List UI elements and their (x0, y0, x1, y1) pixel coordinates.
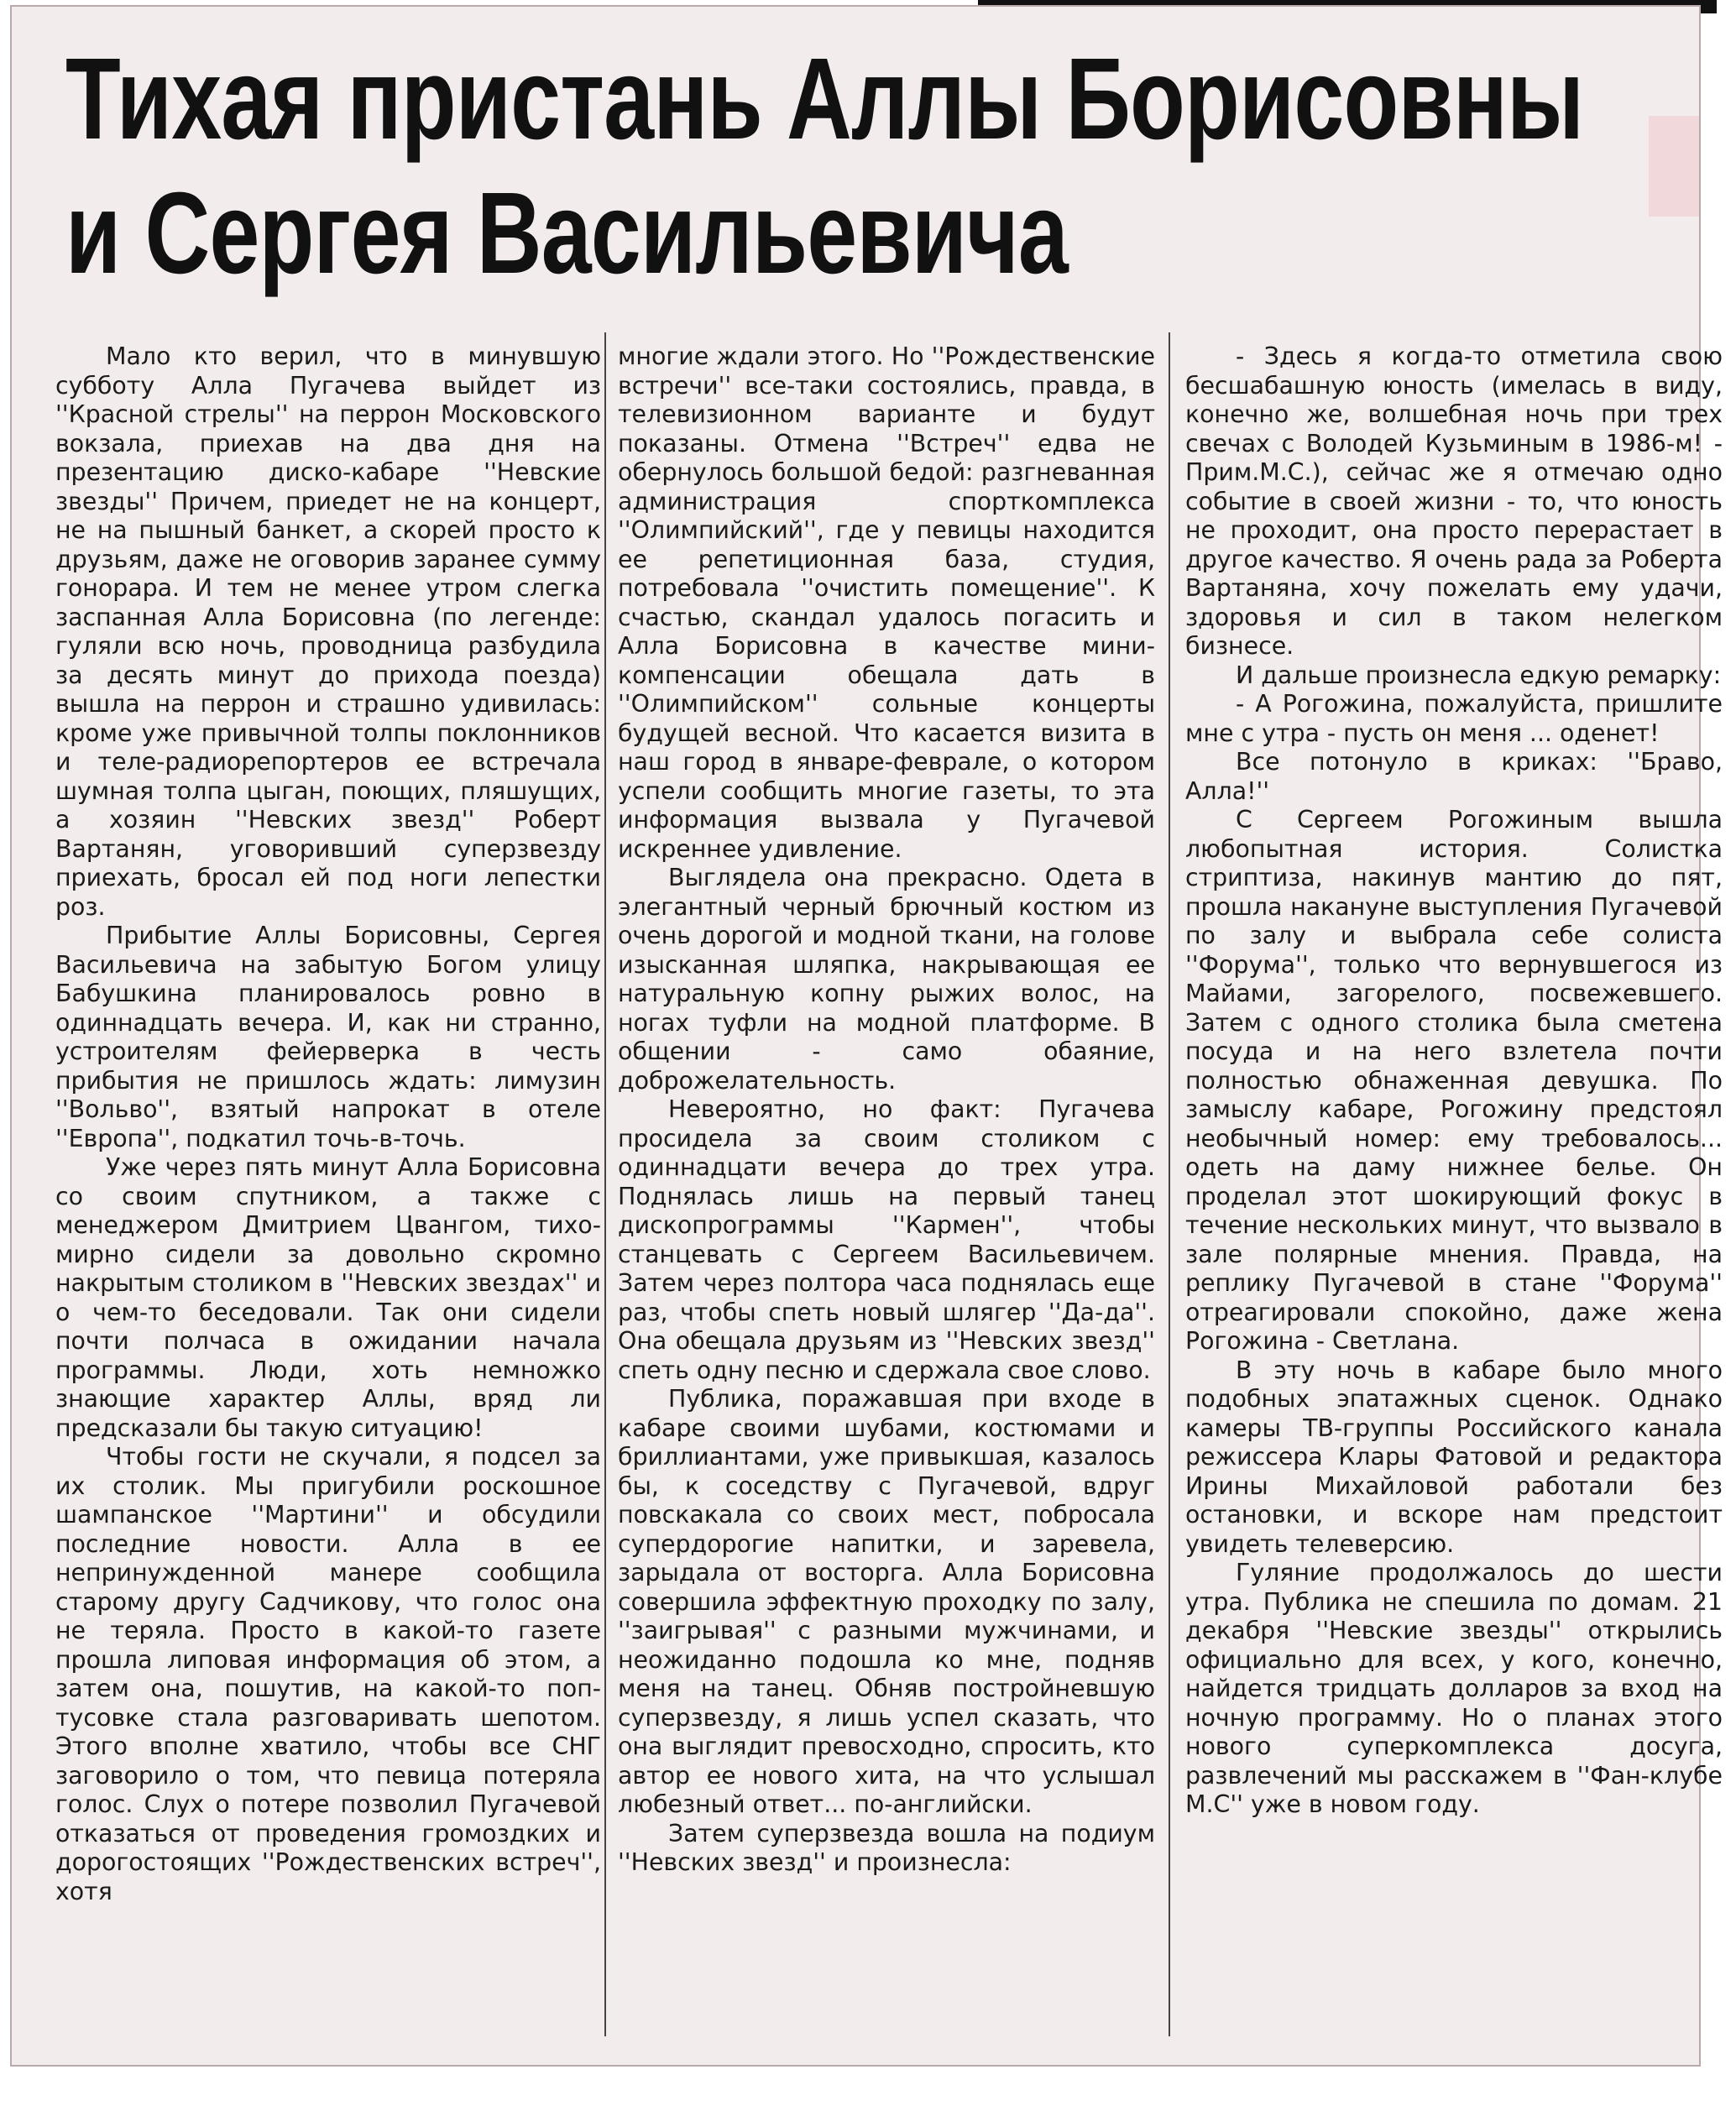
paragraph: - Здесь я когда-то отметила свою бесшабашную юность (имелась в виду, конечно же, волшебная ночь при трех свечах с Володей Кузьминым в 1986-м! - Прим.М.С.), сейчас же я отмечаю одно событие в своей жизни - то, что юность не проходит, она просто перерастает в другое качество. Я очень рада за Роберта Вартаняна, хочу пожелать ему удачи, здоровья и сил в таком нелегком бизнесе. (1185, 342, 1723, 660)
paragraph: Все потонуло в криках: ''Браво, Алла!'' (1185, 748, 1723, 805)
paragraph: Гуляние продолжалось до шести утра. Публика не спешила по домам. 21 декабря ''Невские звезды'' открылись официально для всех, у кого, конечно, найдется тридцать долларов за вход на ночную программу. Но о планах этого нового суперкомплекса досуга, развлечений мы расскажем в ''Фан-клубе М.С'' уже в новом году. (1185, 1559, 1723, 1818)
paragraph: Чтобы гости не скучали, я подсел за их столик. Мы пригубили роскошное шампанское ''Мартини'' и обсудили последние новости. Алла в ее непринужденной манере сообщила старому другу Садчикову, что голос она не теряла. Просто в какой-то газете прошла липовая информация об этом, а затем она, пошутив, на какой-то поп-тусовке стала разговаривать шепотом. Этого вполне хватило, чтобы все СНГ заговорило о том, что певица потеряла голос. Слух о потере позволил Пугачевой отказаться от проведения громоздких и дорогостоящих ''Рождественских встреч'', хотя (55, 1443, 601, 1905)
adjacent-clipping-fragment (1649, 116, 1699, 217)
headline-line-2: и Сергея Васильевича (65, 169, 1068, 298)
newspaper-clipping (12, 7, 1723, 2065)
headline-line-1: Тихая пристань Аллы Борисовны (65, 34, 1584, 164)
paragraph: С Сергеем Рогожиным вышла любопытная история. Солистка стриптиза, накинув мантию до пят, прошла накануне выступления Пугачевой по залу и выбрала себе солиста ''Форума'', только что вернувшегося из Майами, загорелого, посвежевшего. Затем с одного столика была сметена посуда и на него взлетела почти полностью обнаженная девушка. По замыслу кабаре, Рогожину предстоял необычный номер: ему требовалось... одеть на даму нижнее белье. Он проделал этот шокирующий фокус в течение нескольких минут, что вызвало в зале полярные мнения. Правда, на реплику Пугачевой в стане ''Форума'' отреагировали спокойно, даже жена Рогожина - Светлана. (1185, 806, 1723, 1355)
paragraph: И дальше произнесла едкую ремарку: (1236, 661, 1722, 689)
article-column-1 (55, 342, 601, 2038)
column-divider (604, 332, 606, 2036)
article-column-3 (1185, 342, 1723, 2038)
paragraph: Прибытие Аллы Борисовны, Сергея Васильевича на забытую Богом улицу Бабушкина планировалось ровно в одиннадцать вечера. И, как ни странно, устроителям фейерверка в честь прибытия не пришлось ждать: лимузин ''Вольво'', взятый напрокат в отеле ''Европа'', подкатил точь-в-точь. (55, 922, 601, 1152)
paragraph: Невероятно, но факт: Пугачева просидела за своим столиком с одиннадцати вечера до трех утра. Поднялась лишь на первый танец дископрограммы ''Кармен'', чтобы станцевать с Сергеем Васильевичем. Затем через полтора часа поднялась еще раз, чтобы спеть новый шлягер ''Да-да''. Она обещала друзьям из ''Невских звезд'' спеть одну песню и сдержала свое слово. (618, 1095, 1155, 1384)
paragraph: Затем суперзвезда вошла на подиум ''Невских звезд'' и произнесла: (618, 1819, 1155, 1876)
column-divider (1169, 332, 1170, 2036)
paragraph: Публика, поражавшая при входе в кабаре своими шубами, костюмами и бриллиантами, уже привыкшая, казалось бы, к соседству с Пугачевой, вдруг повскакала со своих мест, побросала супердорогие напитки, и заревела, зарыдала от восторга. Алла Борисовна совершила эффектную проходку по залу, ''заигрывая'' с разными мужчинами, и неожиданно подошла ко мне, подняв меня на танец. Обняв постройневшую суперзвезду, я лишь успел сказать, что она выглядит превосходно, спросить, кто автор ее нового хита, на что услышал любезный ответ... по-английски. (618, 1385, 1155, 1818)
article-column-2 (618, 342, 1155, 2038)
paragraph: Выглядела она прекрасно. Одета в элегантный черный брючный костюм из очень дорогой и модной ткани, на голове изысканная шляпка, накрывающая ее натуральную копну рыжих волос, на ногах туфли на модной платформе. В общении - само обаяние, доброжелательность. (618, 864, 1155, 1095)
paragraph: Уже через пять минут Алла Борисовна со своим спутником, а также с менеджером Дмитрием Цвангом, тихо-мирно сидели за довольно скромно накрытым столиком в ''Невских звездах'' и о чем-то беседовали. Так они сидели почти полчаса в ожидании начала программы. Люди, хоть немножко знающие характер Аллы, вряд ли предсказали бы такую ситуацию! (55, 1153, 601, 1442)
paragraph: - А Рогожина, пожалуйста, пришлите мне с утра - пусть он меня ... оденет! (1185, 690, 1723, 747)
article-headline (65, 32, 1584, 300)
paragraph: В эту ночь в кабаре было много подобных эпатажных сценок. Однако камеры ТВ-группы Российского канала режиссера Клары Фатовой и редактора Ирины Михайловой работали без остановки, и вскоре нам предстоит увидеть телеверсию. (1185, 1356, 1723, 1558)
paragraph: многие ждали этого. Но ''Рождественские встречи'' все-таки состоялись, правда, в телевизионном варианте и будут показаны. Отмена ''Встреч'' едва не обернулось большой бедой: разгневанная администрация спорткомплекса ''Олимпийский'', где у певицы находится ее репетиционная база, студия, потребовала ''очистить помещение''. К счастью, скандал удалось погасить и Алла Борисовна в качестве мини-компенсации обещала дать в ''Олимпийском'' сольные концерты будущей весной. Что касается визита в наш город в январе-феврале, о котором успели сообщить многие газеты, то эта информация вызвала у Пугачевой искреннее удивление. (618, 342, 1155, 863)
paragraph: Мало кто верил, что в минувшую субботу Алла Пугачева выйдет из ''Красной стрелы'' на перрон Московского вокзала, приехав на два дня на презентацию диско-кабаре ''Невские звезды'' Причем, приедет не на концерт, не на пышный банкет, а скорей просто к друзьям, даже не оговорив заранее сумму гонорара. И тем не менее утром слегка заспанная Алла Борисовна (по легенде: гуляли всю ночь, проводница разбудила за десять минут до прихода поезда) вышла на перрон и страшно удивилась: кроме уже привычной толпы поклонников и теле-радиорепортеров ее встречала шумная толпа цыган, поющих, пляшущих, а хозяин ''Невских звезд'' Роберт Вартанян, уговоривший суперзвезду приехать, бросал ей под ноги лепестки роз. (55, 342, 601, 921)
